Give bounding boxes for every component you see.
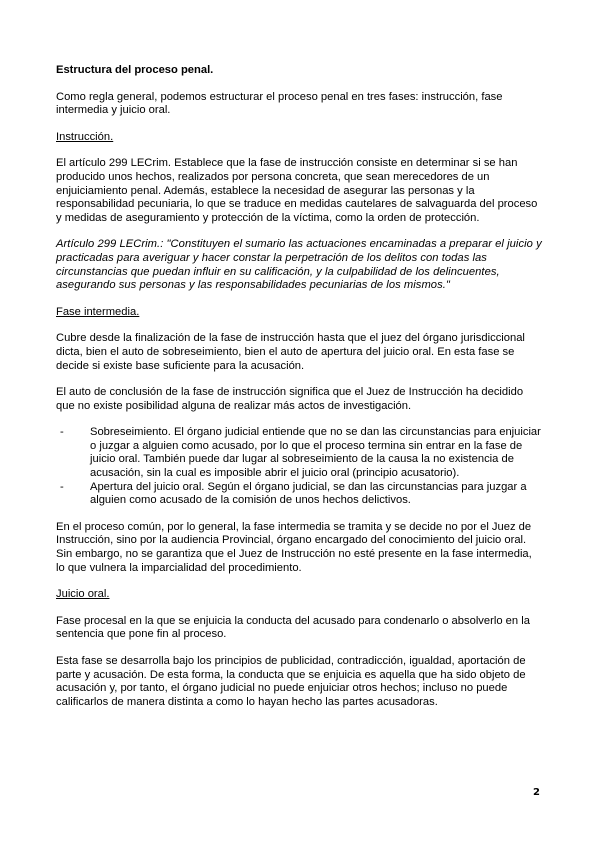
list-item [56,426,542,480]
section-heading-instruccion: Instrucción. [56,130,114,143]
bullet-marker: - [60,426,64,439]
intermedia-paragraph-1: Cubre desde la finalización de la fase de instrucción hasta que el juez del órgano jurisdiccional dicta, bien el auto de sobreseimiento, bien el auto de apertura del juicio oral. En esta fase se decide si existe base suficiente para la acusación. [56,332,525,372]
list-item [56,481,542,508]
juicio-paragraph-1: Fase procesal en la que se enjuicia la conducta del acusado para condenarlo o absolverlo en la sentencia que pone fin al proceso. [56,614,530,641]
intermedia-paragraph-2: El auto de conclusión de la fase de instrucción significa que el Juez de Instrucción ha decidido que no existe posibilidad alguna de realizar más actos de investigación. [56,386,524,412]
list-item-text: Sobreseimiento. El órgano judicial entiende que no se dan las circunstancias para enjuiciar o juzgar a alguien como acusado, por lo que el proceso termina sin entrar en la fase de juicio oral. También puede dar lugar al sobreseimiento de la causa la no existencia de acusación, sin la cual es imposible abrir el juicio oral (principio acusatorio). [90,426,541,480]
document-page [56,64,542,709]
section-heading-intermedia: Fase intermedia. [56,305,140,318]
intermedia-paragraph-3: En el proceso común, por lo general, la fase intermedia se tramita y se decide no por el Juez de Instrucción, sino por la audiencia Provincial, órgano encargado del conocimiento del juicio oral. Sin embargo, no se garantiza que el Juez de Instrucción no esté presente en la fase intermedia, lo que vulnera la imparcialidad del procedimiento. [56,520,532,574]
instruccion-paragraph: El artículo 299 LECrim. Establece que la fase de instrucción consiste en determinar si se han producido unos hechos, realizados por persona concreta, que sean merecedores de un enjuiciamiento penal. Además, establece la necesidad de asegurar las personas y la responsabilidad pecuniaria, lo que se traduce en medidas cautelares de salvaguarda del proceso y medidas de aseguramiento y protección de la víctima, como la orden de protección. [56,157,538,224]
juicio-paragraph-2: Esta fase se desarrolla bajo los principios de publicidad, contradicción, igualdad, aportación de parte y acusación. De esta forma, la conducta que se enjuicia es aquella que ha sido objeto de acusación y, por tanto, el órgano judicial no puede enjuiciar otros hechos; incluso no puede calificarlos de manera distinta a como lo hayan hecho las partes acusadoras. [56,655,526,708]
intro-paragraph: Como regla general, podemos estructurar el proceso penal en tres fases: instrucción, fase intermedia y juicio oral. [56,90,503,117]
section-heading-juicio: Juicio oral. [56,588,110,601]
intermedia-list [56,426,542,508]
document-title: Estructura del proceso penal. [56,64,214,76]
list-item-text: Apertura del juicio oral. Según el órgano judicial, se dan las circunstancias para juzgar a alguien como acusado de la comisión de unos hechos delictivos. [90,480,527,507]
page-number: 2 [533,787,540,799]
instruccion-quote: Artículo 299 LECrim.: "Constituyen el sumario las actuaciones encaminadas a preparar el juicio y practicadas para averiguar y hacer constar la perpetración de los delitos con todas las circunstancias que puedan influir en su calificación, y la culpabilidad de los delincuentes, asegurando sus personas y las responsabilidades pecuniarias de los mismos." [56,238,542,292]
bullet-marker: - [60,480,64,493]
